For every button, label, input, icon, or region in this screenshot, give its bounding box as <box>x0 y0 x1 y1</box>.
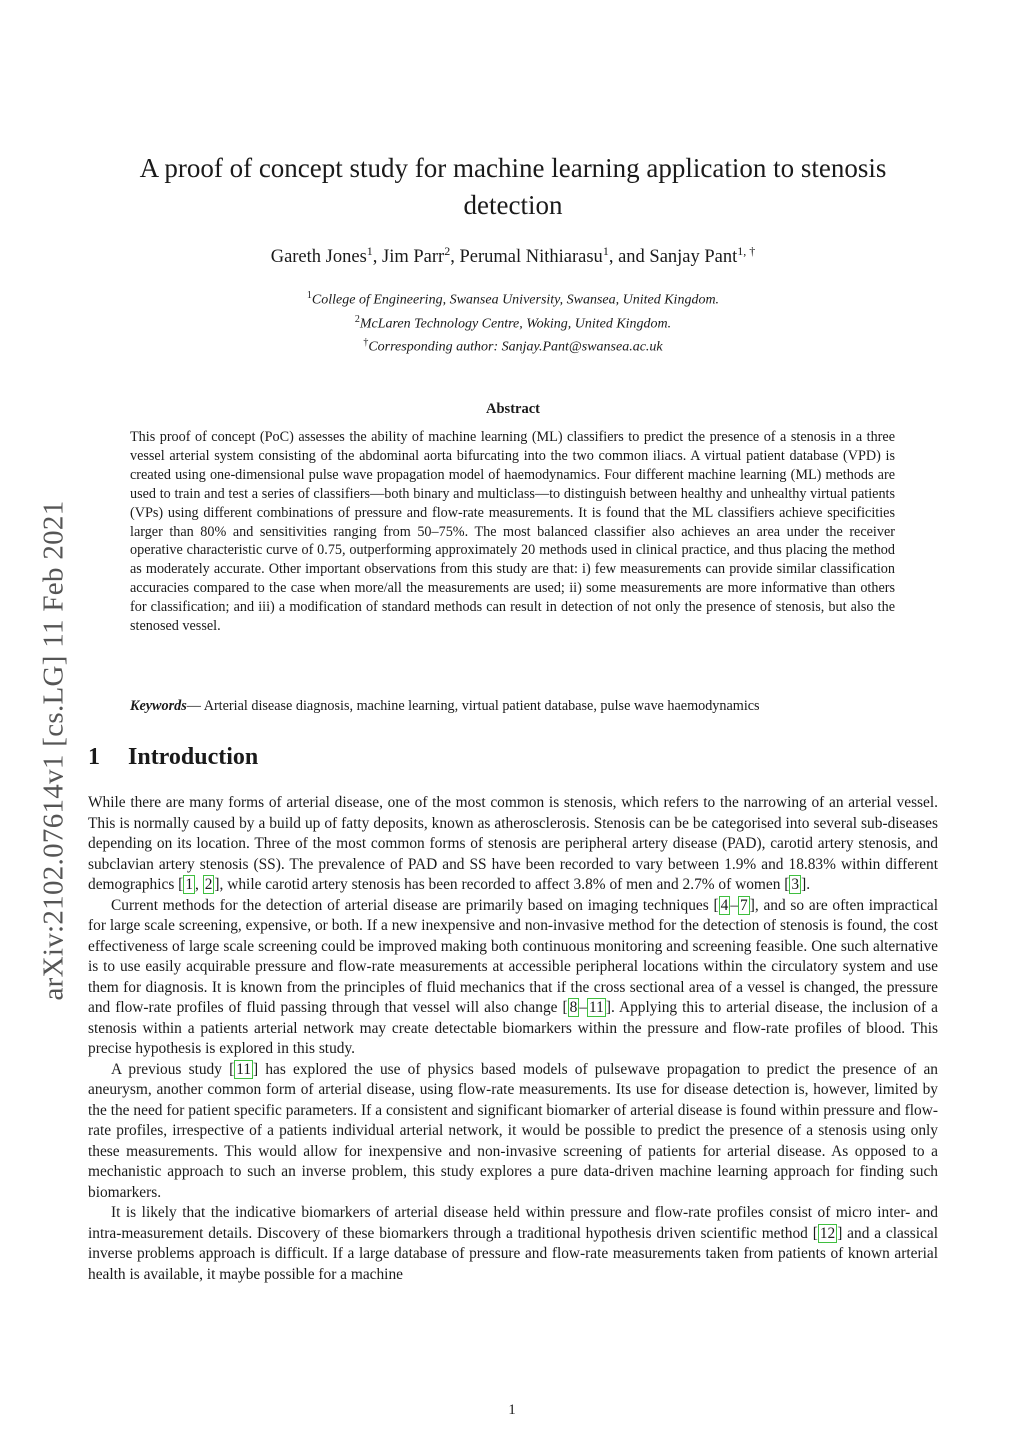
affiliation-line <box>88 333 938 357</box>
affiliations <box>88 286 938 357</box>
paragraph-3 <box>88 1060 938 1204</box>
abstract-heading: Abstract <box>486 401 540 417</box>
affiliation-text: College of Engineering, Swansea University, Swansea, United Kingdom. <box>311 292 720 308</box>
text-run: A previous study [ <box>111 1060 235 1078</box>
author-name: Jim Parr <box>382 247 445 268</box>
author-affil-mark: 1 <box>602 244 609 258</box>
text-run: ] and a classical inverse problems approach is difficult. If a large database of pressure and flow-rate measurements taken from patients of known arterial health is available, it maybe possible for a machine <box>88 1224 938 1283</box>
citation-link[interactable]: 4 <box>720 896 729 914</box>
citation-link[interactable]: 11 <box>589 999 604 1016</box>
citation-link[interactable]: 1 <box>185 876 194 893</box>
author-separator: , and <box>608 247 650 268</box>
text-run: – <box>730 896 739 914</box>
text-run: – <box>579 999 588 1016</box>
corresponding-author: Corresponding author: Sanjay.Pant@swansea.ac.uk <box>368 339 663 355</box>
text-run: Current methods for the detection of arterial disease are primarily based on imaging techniques [ <box>111 896 719 914</box>
arxiv-identifier: arXiv:2102.07614v1 [cs.LG] 11 Feb 2021 <box>37 499 70 1001</box>
paragraph-2 <box>88 896 938 1060</box>
citation-link[interactable]: 7 <box>740 896 748 914</box>
keywords-label: Keywords <box>130 698 187 714</box>
text-run: ] has explored the use of physics based models of pulsewave propagation to predict the presence of an aneurysm, another common form of arterial disease, using flow-rate measurements. Its use for disease detection is, however, limited by the the need for patient specific parameters. If a consistent and significant biomarker of arterial disease is found within pressure and flow-rate profiles, irrespective of a patients individual arterial network, it would be possible to predict the presence of a stenosis using only these measurements. This would allow for inexpensive and non-invasive screening of patients for arterial disease. As opposed to a mechanistic approach to such an inverse problem, this study explores a pure data-driven machine learning approach for finding such biomarkers. <box>88 1060 938 1201</box>
author-name: Sanjay Pant <box>649 247 738 268</box>
text-run: ]. Applying this to arterial disease, the inclusion of a stenosis within a patients arterial network may create detectable biomarkers within the pressure and flow-rate profiles of blood. This precise hypothesis is explored in this study. <box>88 999 938 1057</box>
page-number: 1 <box>508 1402 516 1418</box>
author-affil-mark: 1, † <box>737 244 756 258</box>
author-name: Gareth Jones <box>270 247 367 268</box>
arxiv-sidebar <box>34 445 74 1055</box>
title-line-2: detection <box>463 190 563 220</box>
author-separator: , <box>372 247 383 268</box>
section-number: 1 <box>88 744 100 770</box>
citation-link[interactable]: 8 <box>569 999 578 1016</box>
text-run: ]. <box>801 876 811 893</box>
citation-link[interactable]: 12 <box>819 1224 836 1242</box>
keywords <box>130 697 895 716</box>
section-title: Introduction <box>128 744 259 770</box>
section-heading <box>88 744 258 771</box>
text-run: It is likely that the indicative biomarkers of arterial disease held within pressure and flow-rate profiles consist of micro inter- and intra-measurement details. Discovery of these biomarkers through a traditional hypothesis driven scientific method [ <box>88 1204 938 1242</box>
citation-link[interactable]: 2 <box>204 876 213 893</box>
author-name: Perumal Nithiarasu <box>459 247 603 268</box>
section-body <box>88 793 938 1285</box>
author-separator: , <box>450 247 460 268</box>
citation-link[interactable]: 3 <box>791 876 800 893</box>
author-affil-mark: 1 <box>366 244 373 258</box>
affiliation-mark: 1 <box>306 290 312 301</box>
paragraph-4 <box>88 1203 938 1285</box>
title-line-1: A proof of concept study for machine learning application to stenosis <box>139 153 887 183</box>
affiliation-mark: † <box>363 337 369 349</box>
paragraph-1 <box>88 793 938 896</box>
affiliation-line <box>88 310 938 334</box>
author-affil-mark: 2 <box>444 244 451 258</box>
affiliation-text: McLaren Technology Centre, Woking, United Kingdom. <box>359 316 672 332</box>
author-list <box>88 244 938 268</box>
text-run: ], and so are often impractical for large scale screening, expensive, or both. If a new inexpensive and non-invasive method for the detection of stenosis is found, the cost effectiveness of large scale screening could be improved making both continuous monitoring and screening feasible. One such alternative is to use easily acquirable pressure and flow-rate measurements at accessible peripheral locations within the circulatory system and use them for diagnosis. It is known from the principles of fluid mechanics that if the cross sectional area of a vessel is changed, the pressure and flow-rate profiles of fluid passing through that vessel will also change [ <box>88 896 939 1016</box>
paper-title <box>88 150 938 224</box>
text-run: While there are many forms of arterial disease, one of the most common is stenosis, which refers to the narrowing of an arterial vessel. This is normally caused by a build up of fatty deposits, known as atherosclerosis. Stenosis can be be categorised into several sub-diseases depending on its location. Three of the most common forms of stenosis are peripheral artery disease (PAD), carotid artery stenosis, and subclavian artery stenosis (SS). The prevalence of PAD and SS have been recorded to vary between 1.9% and 18.83% within different demographics [ <box>88 794 938 893</box>
keywords-text: — Arterial disease diagnosis, machine learning, virtual patient database, pulse wave haemodynamics <box>186 698 760 714</box>
affiliation-mark: 2 <box>354 313 360 325</box>
abstract-text: This proof of concept (PoC) assesses the ability of machine learning (ML) classifiers to predict the presence of a stenosis in a three vessel arterial system consisting of the abdominal aorta bifurcating into the two common iliacs. A virtual patient database (VPD) is created using one-dimensional pulse wave propagation model of haemodynamics. Four different machine learning (ML) methods are used to train and test a series of classifiers—both binary and multiclass—to distinguish between healthy and unhealthy virtual patients (VPs) using different combinations of pressure and flow-rate measurements. It is found that the ML classifiers achieve specificities larger than 80% and sensitivities ranging from 50–75%. The most balanced classifier also achieves an area under the receiver operative characteristic curve of 0.75, outperforming approximately 20 methods used in clinical practice, and thus placing the method as moderately accurate. Other important observations from this study are that: i) few measurements can provide similar classification accuracies compared to the case when more/all the measurements are used; ii) some measurements are more informative than others for classification; and iii) a modification of standard methods can result in detection of not only the presence of stenosis, but also the stenosed vessel. <box>130 429 895 635</box>
text-run: , <box>195 876 203 893</box>
affiliation-line <box>88 286 938 310</box>
text-run: ], while carotid artery stenosis has been recorded to affect 3.8% of men and 2.7% of women [ <box>214 876 790 893</box>
citation-link[interactable]: 11 <box>236 1060 252 1078</box>
